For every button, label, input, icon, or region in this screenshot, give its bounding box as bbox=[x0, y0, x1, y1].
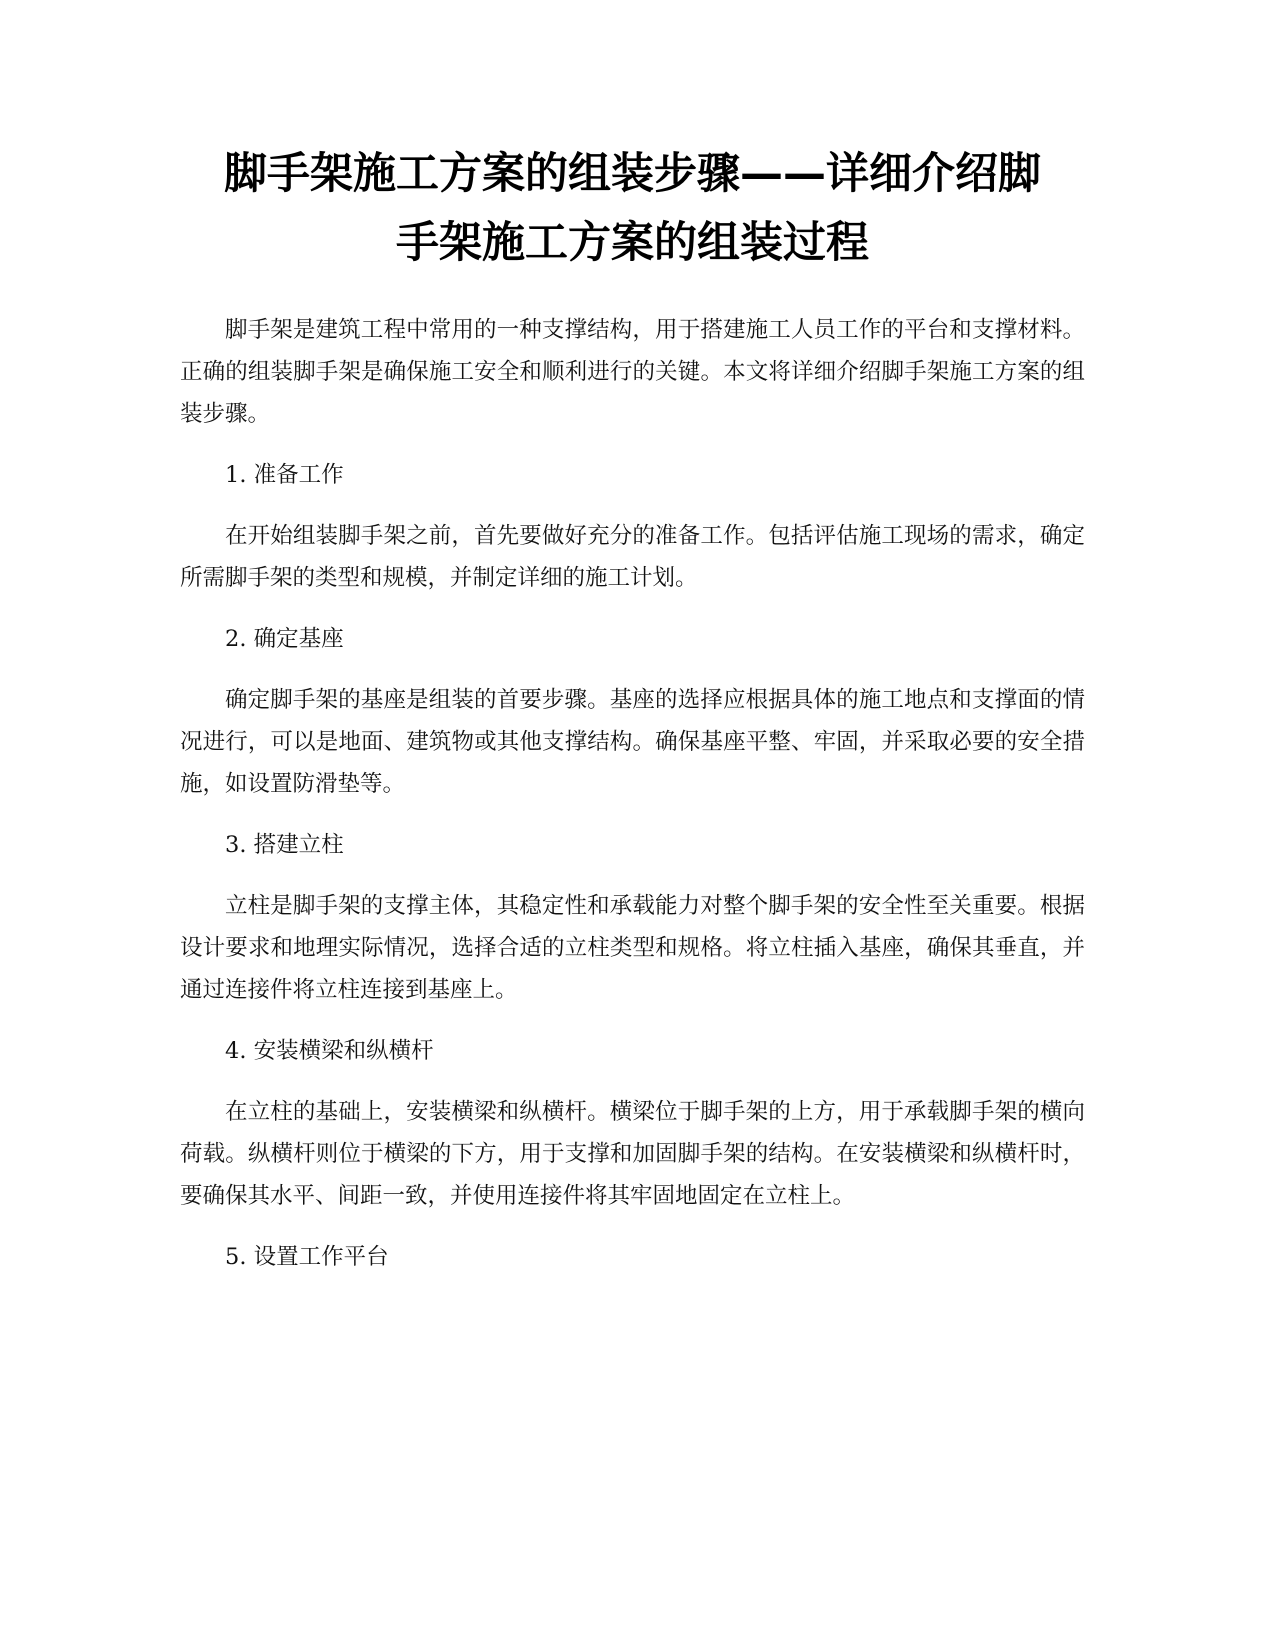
document-title bbox=[180, 140, 1085, 278]
section-paragraph-4: 在立柱的基础上，安装横梁和纵横杆。横梁位于脚手架的上方，用于承载脚手架的横向荷载。纵横杆则位于横梁的下方，用于支撑和加固脚手架的结构。在安装横梁和纵横杆时，要确保其水平、间距一致，并使用连接件将其牢固地固定在立柱上。 bbox=[180, 1099, 1085, 1209]
title-line-1: 脚手架施工方案的组装步骤——详细介绍脚 bbox=[224, 149, 1041, 199]
section-heading-2: 2. 确定基座 bbox=[225, 626, 344, 652]
section-heading-1: 1. 准备工作 bbox=[225, 462, 344, 488]
section-heading-3: 3. 搭建立柱 bbox=[225, 832, 344, 858]
title-line-2: 手架施工方案的组装过程 bbox=[396, 218, 869, 268]
section-paragraph-1: 在开始组装脚手架之前，首先要做好充分的准备工作。包括评估施工现场的需求，确定所需脚手架的类型和规模，并制定详细的施工计划。 bbox=[180, 523, 1085, 591]
document-page bbox=[180, 140, 1085, 1297]
section-heading-4: 4. 安装横梁和纵横杆 bbox=[225, 1038, 434, 1064]
section-heading-5: 5. 设置工作平台 bbox=[225, 1244, 389, 1270]
section-paragraph-3: 立柱是脚手架的支撑主体，其稳定性和承载能力对整个脚手架的安全性至关重要。根据设计要求和地理实际情况，选择合适的立柱类型和规格。将立柱插入基座，确保其垂直，并通过连接件将立柱连接到基座上。 bbox=[180, 893, 1085, 1003]
intro-paragraph: 脚手架是建筑工程中常用的一种支撑结构，用于搭建施工人员工作的平台和支撑材料。正确的组装脚手架是确保施工安全和顺利进行的关键。本文将详细介绍脚手架施工方案的组装步骤。 bbox=[180, 317, 1085, 427]
section-paragraph-2: 确定脚手架的基座是组装的首要步骤。基座的选择应根据具体的施工地点和支撑面的情况进行，可以是地面、建筑物或其他支撑结构。确保基座平整、牢固，并采取必要的安全措施，如设置防滑垫等。 bbox=[180, 687, 1085, 797]
document-body bbox=[180, 309, 1085, 1278]
